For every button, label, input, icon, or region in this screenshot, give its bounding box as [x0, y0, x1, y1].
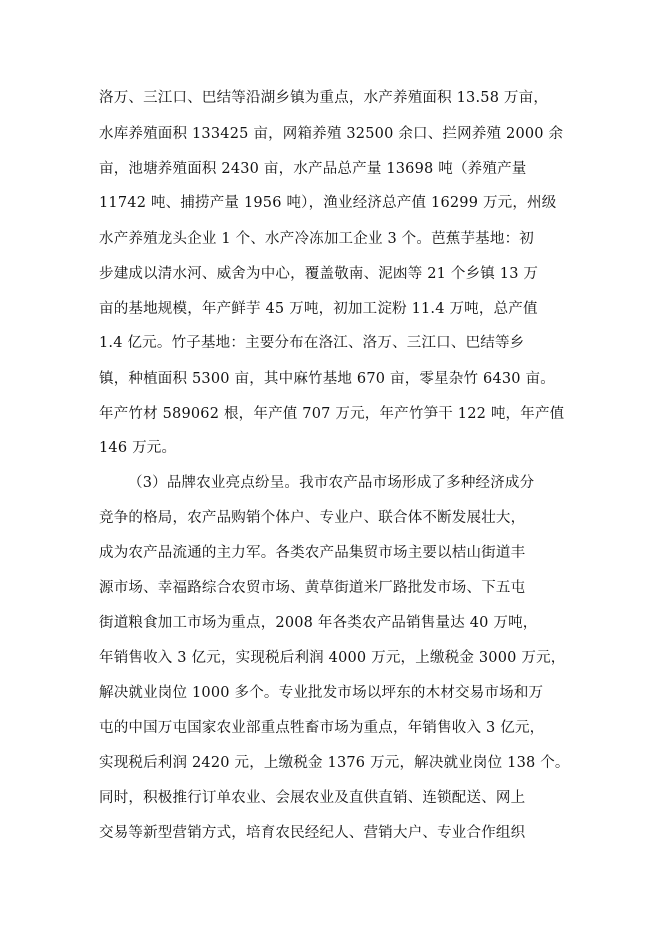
- text-line: 1.4 亿元。竹子基地：主要分布在洛江、洛万、三江口、巴结等乡: [99, 335, 525, 351]
- text-line: 源市场、幸福路综合农贸市场、黄草街道米厂路批发市场、下五屯: [99, 580, 526, 596]
- text-line: 成为农产品流通的主力军。各类农产品集贸市场主要以桔山街道丰: [99, 545, 526, 561]
- text-line: 年产竹材 589062 根，年产值 707 万元，年产竹笋干 122 吨，年产值: [99, 406, 565, 422]
- text-line: 亩，池塘养殖面积 2430 亩，水产品总产量 13698 吨（养殖产量: [99, 161, 527, 177]
- text-line: 146 万元。: [99, 440, 177, 456]
- text-line: 屯的中国万屯国家农业部重点牲畜市场为重点，年销售收入 3 亿元，: [99, 720, 545, 736]
- text-line: 步建成以清水河、威舍为中心，覆盖敬南、泥凼等 21 个乡镇 13 万: [99, 266, 539, 282]
- paragraph-first-line: （3）品牌农业亮点纷呈。我市农产品市场形成了多种经济成分: [128, 475, 535, 491]
- text-line: 竞争的格局，农产品购销个体户、专业户、联合体不断发展壮大，: [99, 510, 526, 526]
- text-line: 镇，种植面积 5300 亩，其中麻竹基地 670 亩，零星杂竹 6430 亩。: [99, 371, 555, 387]
- text-line: 解决就业岗位 1000 多个。专业批发市场以坪东的木材交易市场和万: [99, 685, 544, 701]
- text-line: 街道粮食加工市场为重点，2008 年各类农产品销售量达 40 万吨，: [99, 615, 538, 631]
- text-line: 实现税后利润 2420 元，上缴税金 1376 万元，解决就业岗位 138 个。: [99, 755, 570, 771]
- text-line: 年销售收入 3 亿元，实现税后利润 4000 万元，上缴税金 3000 万元，: [99, 650, 566, 666]
- text-line: 亩的基地规模，年产鲜芋 45 万吨，初加工淀粉 11.4 万吨，总产值: [99, 301, 538, 317]
- text-line: 11742 吨、捕捞产量 1956 吨），渔业经济总产值 16299 万元，州级: [99, 195, 557, 211]
- text-line: 水库养殖面积 133425 亩，网箱养殖 32500 余口、拦网养殖 2000 余: [99, 126, 564, 142]
- text-line: 水产养殖龙头企业 1 个、水产冷冻加工企业 3 个。芭蕉芋基地：初: [99, 231, 534, 247]
- text-line: 交易等新型营销方式，培育农民经纪人、营销大户、专业合作组织: [99, 825, 526, 841]
- text-line: 洛万、三江口、巴结等沿湖乡镇为重点，水产养殖面积 13.58 万亩，: [99, 90, 549, 106]
- text-line: 同时，积极推行订单农业、会展农业及直供直销、连锁配送、网上: [99, 790, 526, 806]
